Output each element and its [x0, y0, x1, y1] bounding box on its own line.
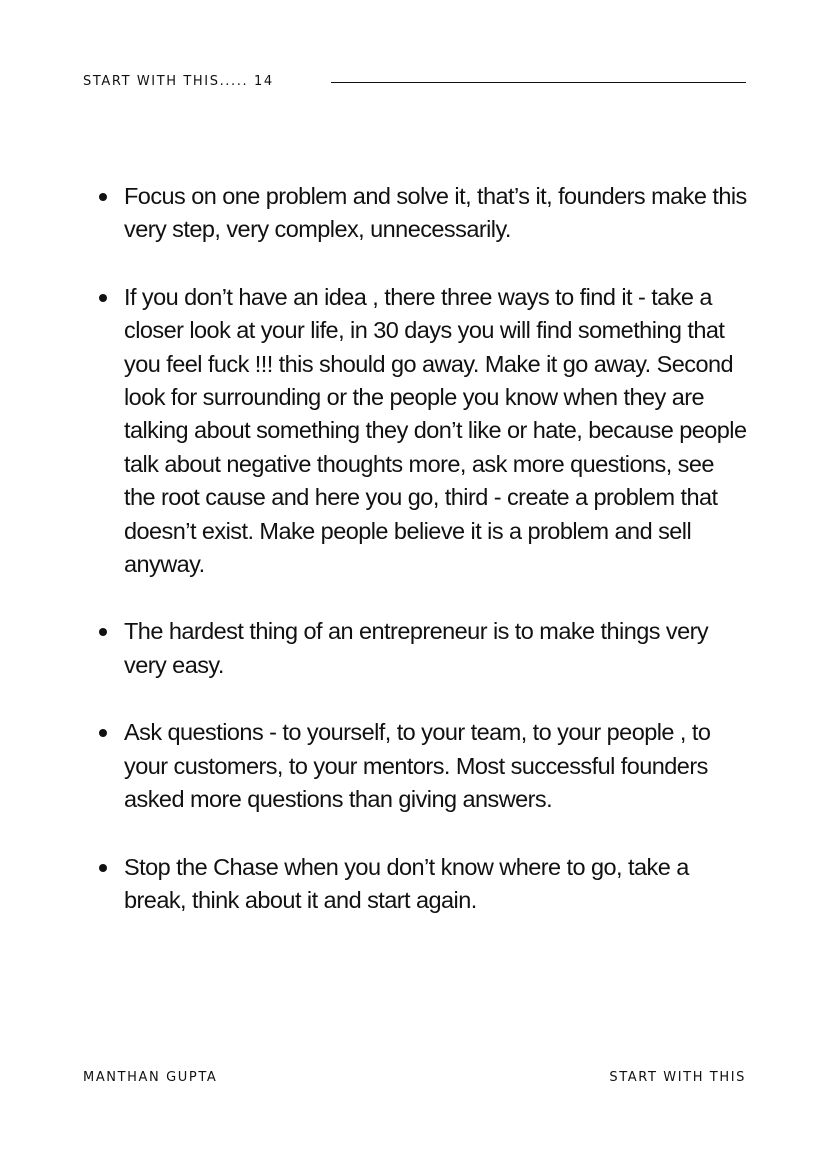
- bullet-dot-icon: [99, 729, 107, 737]
- bullet-text: Stop the Chase when you don’t know where to go, take a break, think about it and start again.: [124, 853, 689, 913]
- page-header: [83, 72, 746, 94]
- bullet-dot-icon: [99, 294, 107, 302]
- header-rule: [331, 82, 746, 83]
- bullet-text: Focus on one problem and solve it, that’s it, founders make this very step, very complex, unnecessarily.: [124, 183, 747, 243]
- bullet-text: The hardest thing of an entrepreneur is to make things very very easy.: [124, 618, 709, 678]
- bullet-text: If you don’t have an idea , there three ways to find it - take a closer look at your life, in 30 days you will find something that you feel fuck !!! this should go away. Make it go away. Second look for surrounding or the people you know when they are talking about something they don’t like or hate, because people talk about negative thoughts more, ask more questions, see the root cause and here you go, third - create a problem that doesn’t exist. Make people believe it is a problem and sell anyway.: [124, 283, 747, 578]
- bullet-dot-icon: [99, 193, 107, 201]
- page-footer: [83, 1070, 746, 1090]
- bullet-item: [98, 180, 748, 247]
- bullet-text: Ask questions - to yourself, to your team, to your people , to your customers, to your mentors. Most successful founders asked more questions than giving answers.: [124, 719, 711, 813]
- bullet-dot-icon: [99, 628, 107, 636]
- footer-author: MANTHAN GUPTA: [83, 1070, 218, 1085]
- bullet-item: [98, 615, 748, 682]
- bullet-list: [98, 180, 748, 917]
- bullet-item: [98, 851, 748, 918]
- footer-book-title: START WITH THIS: [609, 1070, 746, 1085]
- header-title: START WITH THIS..... 14: [83, 74, 274, 89]
- bullet-item: [98, 716, 748, 816]
- bullet-dot-icon: [99, 864, 107, 872]
- bullet-item: [98, 281, 748, 582]
